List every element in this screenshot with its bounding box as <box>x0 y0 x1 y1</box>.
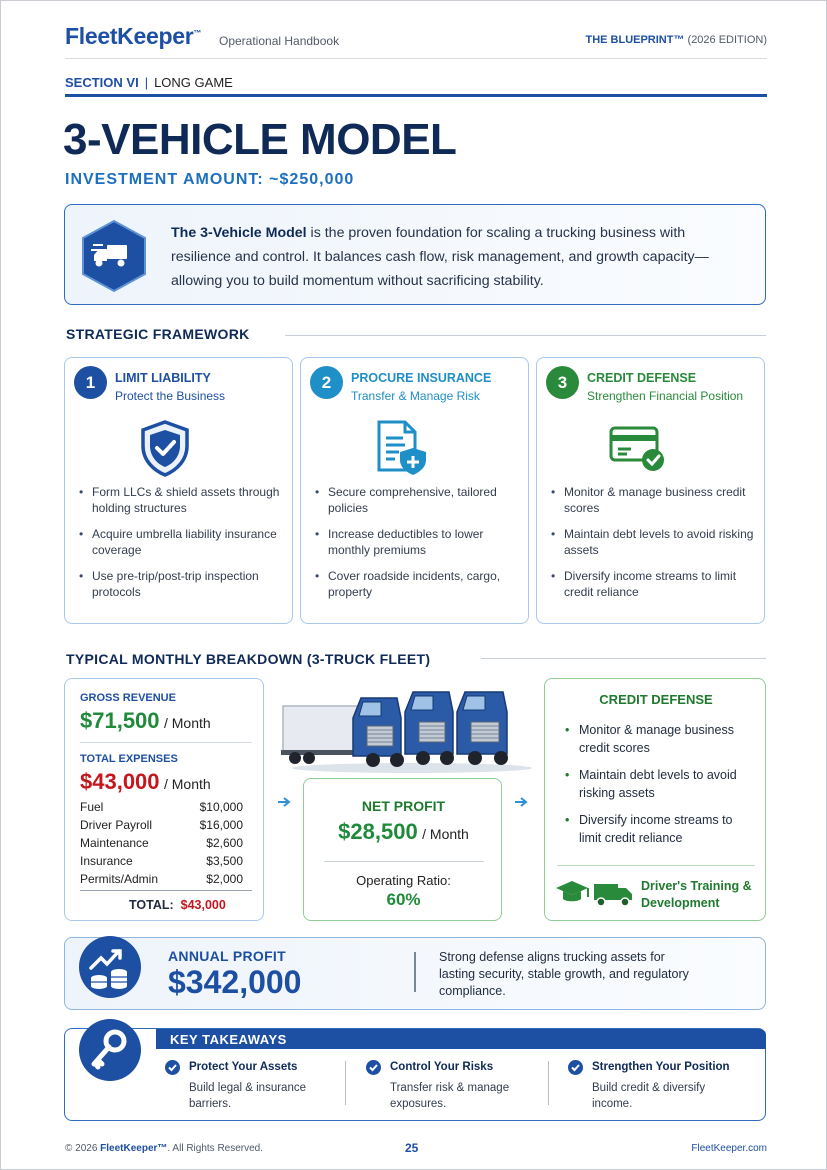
divider <box>481 658 766 659</box>
three-blue-semi-trucks-image <box>277 684 535 774</box>
page-header <box>65 23 767 59</box>
operating-ratio-label: Operating Ratio: <box>356 873 451 888</box>
arrow-right-icon <box>515 797 529 807</box>
growth-coins-icon <box>77 934 143 1000</box>
revenue-expenses-panel <box>64 678 264 921</box>
shield-check-icon <box>135 418 195 478</box>
investment-amount: INVESTMENT AMOUNT: ~$250,000 <box>65 171 355 188</box>
card-subtitle: Protect the Business <box>115 389 226 403</box>
table-row: Driver Payroll $16,000 <box>80 818 243 832</box>
training-label: Driver's Training & Development <box>641 879 752 910</box>
annual-profit-note: Strong defense aligns trucking assets for lasting security, stable growth, and regulatory compliance. <box>439 950 689 998</box>
takeaway-desc: Build credit & diversify income. <box>592 1082 706 1110</box>
net-profit-value: $28,500 / Month <box>338 819 469 844</box>
table-row: Insurance $3,500 <box>80 854 243 868</box>
takeaway-title: Control Your Risks <box>390 1061 494 1073</box>
total-expenses: $43,000 / Month <box>80 769 211 794</box>
divider <box>345 1061 346 1105</box>
divider <box>557 865 755 866</box>
annual-profit-value: $342,000 <box>168 964 302 1000</box>
card-number-badge: 3 <box>546 366 579 399</box>
list-item: • Acquire umbrella liability insurance coverage <box>79 526 284 558</box>
list-item: • Monitor & manage business credit scores <box>551 484 756 516</box>
check-circle-icon <box>165 1060 180 1075</box>
intro-text: The 3-Vehicle Model is the proven foundation for scaling a trucking business with resilience and control. It balances cash flow, risk management, and growth capacity—allowing you to build momentum without sacrificing stability. <box>171 225 709 289</box>
framework-card-2 <box>300 357 529 624</box>
takeaway-desc: Build legal & insurance barriers. <box>189 1082 306 1110</box>
truck-1 <box>353 698 404 767</box>
page-title: 3-VEHICLE MODEL <box>63 115 457 164</box>
divider <box>414 952 416 992</box>
page-number: 25 <box>405 1141 419 1155</box>
card-bullets <box>551 484 756 610</box>
list-item: • Secure comprehensive, tailored policies <box>315 484 520 516</box>
credit-defense-panel <box>544 678 766 921</box>
arrow-right-icon <box>278 797 292 807</box>
card-number-badge: 2 <box>310 366 343 399</box>
key-icon <box>77 1017 143 1083</box>
brand-logo: FleetKeeper™ <box>65 23 202 49</box>
check-circle-icon <box>366 1060 381 1075</box>
card-subtitle: Transfer & Manage Risk <box>351 389 480 403</box>
total-expenses-label: TOTAL EXPENSES <box>80 753 178 765</box>
list-item: • Monitor & manage business credit scores <box>565 723 734 755</box>
section-bar: SECTION VI | LONG GAME <box>65 75 767 97</box>
list-item: • Maintain debt levels to avoid risking assets <box>551 526 756 558</box>
divider <box>324 861 484 862</box>
net-profit-panel <box>303 778 502 921</box>
credit-defense-bullets <box>565 721 755 856</box>
key-takeaways-panel <box>64 1028 766 1121</box>
card-title: LIMIT LIABILITY <box>115 371 211 385</box>
annual-profit-label: ANNUAL PROFIT <box>168 948 286 964</box>
credit-card-check-icon <box>607 418 667 478</box>
footer-url[interactable]: FleetKeeper.com <box>691 1143 767 1154</box>
section-number: SECTION VI <box>65 75 139 90</box>
net-profit-label: NET PROFIT <box>361 798 446 814</box>
table-row: Maintenance $2,600 <box>80 836 243 850</box>
card-bullets <box>79 484 284 610</box>
card-title: CREDIT DEFENSE <box>587 371 697 385</box>
list-item: • Cover roadside incidents, cargo, property <box>315 568 520 600</box>
credit-defense-title: CREDIT DEFENSE <box>599 692 713 707</box>
truck-2 <box>405 692 454 765</box>
framework-heading: STRATEGIC FRAMEWORK <box>66 326 250 342</box>
card-number-badge: 1 <box>74 366 107 399</box>
list-item: • Diversify income streams to limit credit reliance <box>565 813 733 845</box>
page-footer <box>65 1141 767 1155</box>
divider <box>285 335 766 336</box>
framework-card-1 <box>64 357 293 624</box>
card-subtitle: Strengthen Financial Position <box>587 389 744 403</box>
table-row: Permits/Admin $2,000 <box>80 872 243 886</box>
divider <box>80 890 252 891</box>
intro-callout <box>64 204 766 305</box>
card-bullets <box>315 484 520 610</box>
policy-document-icon <box>371 418 431 478</box>
takeaway-desc: Transfer risk & manage exposures. <box>390 1082 510 1110</box>
copyright: © 2026 FleetKeeper™. All Rights Reserved. <box>65 1143 264 1154</box>
key-takeaways-banner: KEY TAKEAWAYS <box>156 1029 766 1049</box>
expense-table <box>80 800 245 892</box>
divider <box>548 1061 549 1105</box>
section-name: LONG GAME <box>154 75 233 90</box>
list-item: • Increase deductibles to lower monthly premiums <box>315 526 520 558</box>
divider <box>80 742 252 743</box>
list-item: • Form LLCs & shield assets through holding structures <box>79 484 284 516</box>
edition-label: THE BLUEPRINT™ (2026 EDITION) <box>585 34 767 46</box>
card-title: PROCURE INSURANCE <box>351 371 492 385</box>
handbook-subtitle: Operational Handbook <box>219 34 340 48</box>
gross-revenue-label: GROSS REVENUE <box>80 692 176 704</box>
framework-card-3 <box>536 357 765 624</box>
list-item: • Maintain debt levels to avoid risking assets <box>565 768 737 800</box>
operating-ratio-value: 60% <box>386 890 421 909</box>
breakdown-heading: TYPICAL MONTHLY BREAKDOWN (3-TRUCK FLEET) <box>66 651 431 667</box>
expense-total: TOTAL: $43,000 <box>129 898 226 912</box>
annual-profit-banner <box>64 937 766 1010</box>
gross-revenue: $71,500 / Month <box>80 708 211 733</box>
table-row: Fuel $10,000 <box>80 800 243 814</box>
takeaway-title: Protect Your Assets <box>189 1061 298 1073</box>
graduation-truck-icon <box>554 878 636 908</box>
truck-3 <box>457 692 508 765</box>
list-item: • Use pre-trip/post-trip inspection protocols <box>79 568 284 600</box>
takeaway-title: Strengthen Your Position <box>592 1061 730 1073</box>
truck-hexagon-icon <box>79 219 149 293</box>
check-circle-icon <box>568 1060 583 1075</box>
list-item: • Diversify income streams to limit credit reliance <box>551 568 756 600</box>
